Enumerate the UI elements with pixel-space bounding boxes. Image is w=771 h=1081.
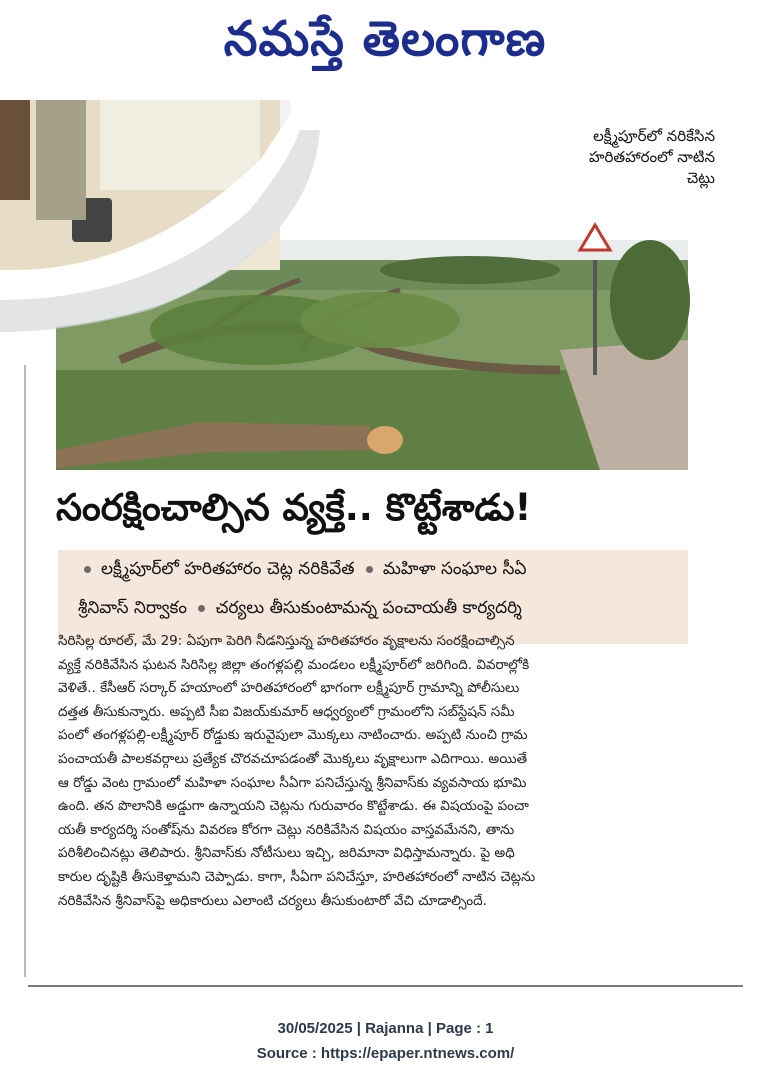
bullet-icon	[198, 605, 205, 612]
caption-line: చెట్లు	[686, 169, 715, 187]
body-line: వ్యక్తే నరికివేసిన ఘటన సిరిసిల్ల జిల్లా తంగళ్లపల్లి మండలం లక్ష్మీపూర్‌లో జరిగింది. వివరాల్లోకి	[58, 656, 530, 673]
body-line: పంచాయతీ పాలకవర్గాలు ప్రత్యేక చొరవచూపడంతో మొక్కలు వృక్షాలుగా ఎదిగాయి. అయితే	[58, 750, 528, 767]
body-line: వెళితే.. కేసీఆర్ సర్కార్ హయాంలో హరితహారంలో భాగంగా లక్ష్మీపూర్ గ్రామాన్ని పోలీసులు	[58, 680, 520, 697]
body-line: సిరిసిల్ల రూరల్, మే 29: ఏపుగా పెరిగి నీడనిస్తున్న హరితహారం వృక్షాలను సంరక్షించాల్సిన	[58, 633, 515, 649]
caption-line: హరితహారంలో నాటిన	[589, 148, 715, 166]
highlight-item: చర్యలు తీసుకుంటామన్న పంచాయతీ కార్యదర్శి	[215, 598, 522, 618]
body-line: నరికివేసిన శ్రీనివాస్‌పై అధికారులు ఎలాంటి చర్యలు తీసుకుంటారో వేచి చూడాల్సిందే.	[58, 892, 487, 909]
body-line: దత్తత తీసుకున్నారు. అప్పటి సీఐ విజయ్‌కుమార్ ఆధ్వర్యంలో గ్రామంలోని సబ్‌స్టేషన్ సమీ	[58, 703, 515, 720]
article-body	[58, 630, 688, 913]
caption-line: లక్ష్మీపూర్‌లో నరికేసిన	[593, 127, 715, 145]
bottom-rule	[28, 985, 743, 987]
article-paragraph	[58, 630, 688, 913]
body-line: పరిశీలించినట్లు తెలిపారు. శ్రీనివాస్‌కు నోటీసులు ఇచ్చి, జరిమానా విధిస్తామన్నారు. పై అధి	[58, 845, 515, 862]
page-footer	[0, 1016, 771, 1066]
body-line: ఉంది. తన పొలానికి అడ్డుగా ఉన్నాయని చెట్లను గురువారం కొట్టేశాడు. ఈ విషయంపై పంచా	[58, 798, 529, 815]
newspaper-title: నమస్తే తెలంగాణ	[223, 11, 547, 67]
photo-caption	[515, 126, 715, 189]
highlights-row	[78, 598, 522, 622]
footer-date-edition: 30/05/2025 | Rajanna | Page : 1	[277, 1020, 494, 1037]
body-line: పంలో తంగళ్లపల్లి-లక్ష్మీపూర్ రోడ్డుకు ఇరువైపులా మొక్కలు నాటించారు. అప్పటి నుంచి గ్రామ	[58, 727, 528, 744]
column-divider	[24, 365, 26, 977]
highlight-item: మహిళా సంఘాల సీఏ	[382, 559, 527, 579]
body-line: యతీ కార్యదర్శి సంతోష్‌ను వివరణ కోరగా చెట్లు నరికివేసిన విషయం వాస్తవమేనని, తాను	[58, 821, 515, 838]
footer-source: Source : https://epaper.ntnews.com/	[256, 1045, 515, 1062]
bullet-icon	[84, 566, 91, 573]
body-line: ఆ రోడ్డు వెంట గ్రామంలో మహిళా సంఘాల సీఏగా పనిచేస్తున్న శ్రీనివాస్‌కు వ్యవసాయ భూమి	[58, 774, 527, 791]
highlight-item: లక్ష్మీపూర్‌లో హరితహారం చెట్ల నరికివేత	[101, 559, 355, 579]
body-line: కారుల దృష్టికి తీసుకెళ్తామని చెప్పాడు. కాగా, సీఏగా పనిచేస్తూ, హరితహారంలో నాటిన చెట్లను	[58, 868, 536, 885]
bullet-icon	[366, 566, 373, 573]
highlights-row	[78, 559, 526, 583]
highlight-item: శ్రీనివాస్ నిర్వాకం	[78, 598, 188, 618]
article-headline: సంరక్షించాల్సిన వ్యక్తే.. కొట్టేశాడు!	[56, 486, 532, 529]
masthead	[0, 0, 771, 78]
